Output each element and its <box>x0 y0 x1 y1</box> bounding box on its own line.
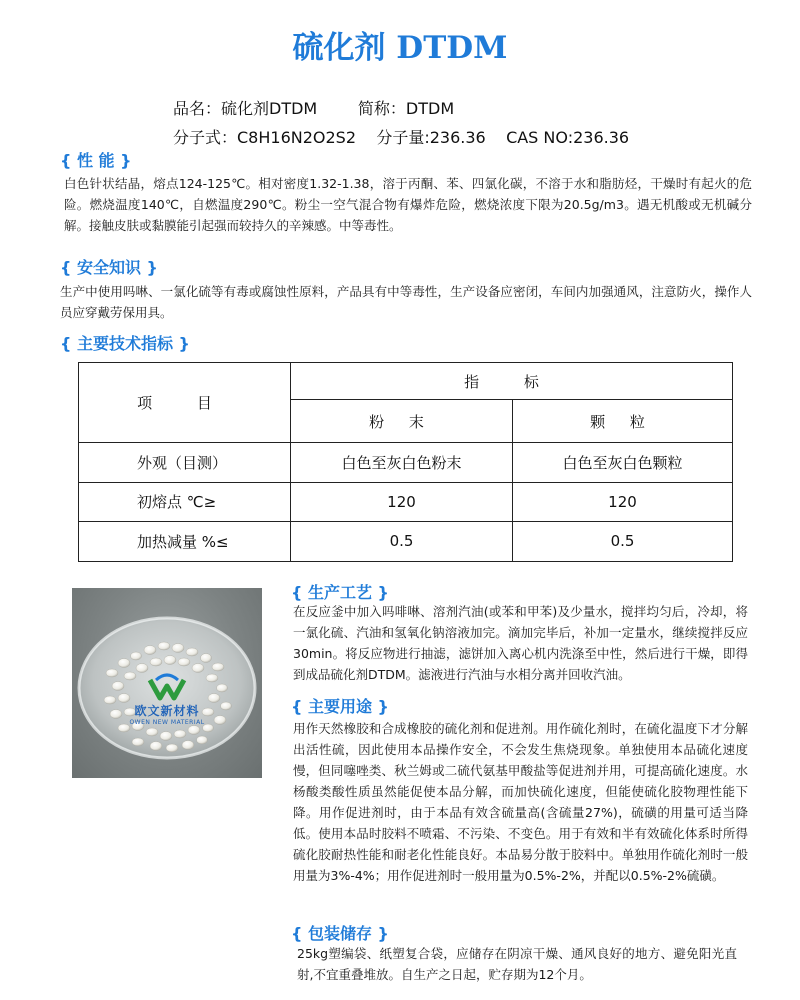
logo-text: 欧文新材料 <box>134 704 200 718</box>
table-header-row <box>79 363 733 400</box>
spec-table <box>78 362 733 562</box>
specs-heading: { 主要技术指标 } <box>60 334 190 353</box>
row-powder: 白色至灰白色粉末 <box>291 442 513 482</box>
performance-heading: { 性 能 } <box>60 151 132 170</box>
safety-heading: { 安全知识 } <box>60 258 158 277</box>
powder-col-header: 粉 末 <box>291 400 513 442</box>
formula-line: 分子式：C8H16N2O2S2 分子量:236.36 CAS NO:236.36 <box>173 128 630 147</box>
storage-text: 25kg塑编袋、纸塑复合袋，应储存在阴凉干燥、通风良好的地方、避免阳光直射,不宜重叠堆放。自生产之日起，贮存期为12个月。 <box>297 946 737 982</box>
logo-subtext: OWEN NEW MATERIAL <box>129 719 205 726</box>
row-item: 加热减量 %≤ <box>79 521 291 561</box>
page-title: 硫化剂 DTDM <box>292 30 508 66</box>
row-granule: 0.5 <box>513 521 733 561</box>
safety-text: 生产中使用吗啉、一氯化硫等有毒或腐蚀性原料，产品具有中等毒性，生产设备应密闭，车间内加强通风，注意防火，操作人员应穿戴劳保用具。 <box>60 284 752 320</box>
product-name-line: 品名：硫化剂DTDM 简称：DTDM <box>173 99 455 118</box>
row-granule: 120 <box>513 483 733 521</box>
row-item: 外观（目测） <box>79 442 291 482</box>
process-heading: { 生产工艺 } <box>291 583 389 602</box>
table-row <box>79 483 733 521</box>
table-row <box>79 442 733 482</box>
usage-text: 用作天然橡胶和合成橡胶的硫化剂和促进剂。用作硫化剂时，在硫化温度下才分解出活性硫，因此使用本品操作安全，不会发生焦烧现象。单独使用本品硫化速度慢，但同噻唑类、秋兰姆或二硫代氨基甲酸盐等促进剂并用，可提高硫化速度。水杨酸类酸性质虽然能促使本品分解，而加快硫化速度，但能使硫化胶物理性能下降。用作促进剂时，由于本品有效含硫量高(含硫量27%)，硫磺的用量可适当降低。使用本品时胶料不喷霜、不污染、不变色。用于有效和半有效硫化体系时所得硫化胶耐热性能和耐老化性能良好。本品易分散于胶料中。单独用作硫化剂时一般用量为3%-4%；用作促进剂时一般用量为0.5%-2%，并配以0.5%-2%硫磺。 <box>293 721 748 883</box>
row-powder: 0.5 <box>291 521 513 561</box>
granules-dish-image <box>72 588 262 778</box>
row-powder: 120 <box>291 483 513 521</box>
index-header: 指 标 <box>291 363 733 400</box>
row-granule: 白色至灰白色颗粒 <box>513 442 733 482</box>
storage-heading: { 包装储存 } <box>291 924 389 943</box>
item-header: 项 目 <box>79 363 291 443</box>
table-row <box>79 521 733 561</box>
usage-heading: { 主要用途 } <box>291 697 389 716</box>
product-photo <box>72 588 262 778</box>
row-item: 初熔点 ℃≥ <box>79 483 291 521</box>
performance-text: 白色针状结晶，熔点124-125℃。相对密度1.32-1.38，溶于丙酮、苯、四氯化碳，不溶于水和脂肪烃，干燥时有起火的危险。燃烧温度140℃，自燃温度290℃。粉尘一空气混合物有爆炸危险，燃烧浓度下限为20.5g/m3。遇无机酸或无机碱分解。接触皮肤或黏膜能引起强而较持久的辛辣感。中等毒性。 <box>64 176 752 233</box>
process-text: 在反应釜中加入吗啡啉、溶剂汽油(或苯和甲苯)及少量水，搅拌均匀后，冷却，将一氯化硫、汽油和氢氧化钠溶液加完。滴加完毕后，补加一定量水，继续搅拌反应30min。将反应物进行抽滤，滤饼加入离心机内洗涤至中性，然后进行干燥，即得到成品硫化剂DTDM。滤液进行汽油与水相分离并回收汽油。 <box>293 604 748 682</box>
granule-col-header: 颗 粒 <box>513 400 733 442</box>
